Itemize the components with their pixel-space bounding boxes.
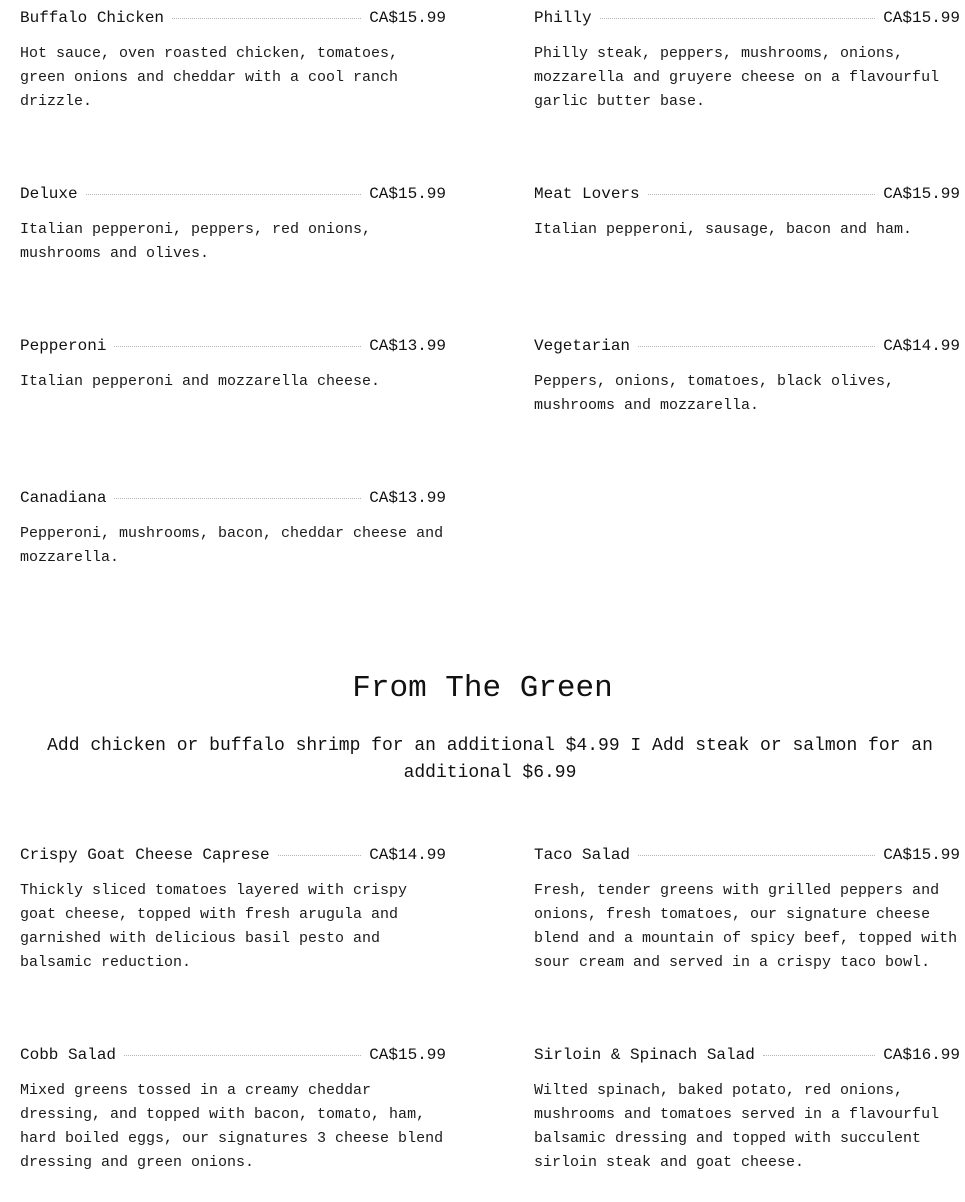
item-description: Italian pepperoni, peppers, red onions, mushrooms and olives.: [20, 221, 372, 262]
dotted-leader: [172, 17, 361, 19]
dotted-leader: [600, 17, 876, 19]
item-name: Meat Lovers: [534, 185, 640, 203]
menu-item-meat-lovers: [534, 185, 960, 242]
dotted-leader: [124, 1054, 361, 1056]
item-name: Cobb Salad: [20, 1046, 117, 1064]
item-description: Italian pepperoni and mozzarella cheese.: [20, 373, 381, 390]
item-price: CA$14.99: [369, 846, 446, 864]
item-description: Fresh, tender greens with grilled peppers and onions, fresh tomatoes, our signature cheese blend and a mountain of spicy beef, topped with sour cream and served in a crispy taco bowl.: [534, 882, 958, 971]
menu-item-cobb-salad: [20, 1046, 446, 1175]
menu-item-philly: [534, 9, 960, 114]
item-description: Wilted spinach, baked potato, red onions, mushrooms and tomatoes served in a flavourful balsamic dressing and topped with succulent sirloin steak and goat cheese.: [534, 1082, 940, 1171]
item-price: CA$15.99: [883, 9, 960, 27]
item-price: CA$16.99: [883, 1046, 960, 1064]
item-name: Buffalo Chicken: [20, 9, 165, 27]
item-description: Philly steak, peppers, mushrooms, onions, mozzarella and gruyere cheese on a flavourful garlic butter base.: [534, 45, 940, 110]
item-name: Canadiana: [20, 489, 107, 507]
item-description: Hot sauce, oven roasted chicken, tomatoes, green onions and cheddar with a cool ranch drizzle.: [20, 45, 399, 110]
item-price: CA$15.99: [883, 185, 960, 203]
item-name: Taco Salad: [534, 846, 631, 864]
item-name: Vegetarian: [534, 337, 631, 355]
dotted-leader: [86, 193, 362, 195]
item-description: Mixed greens tossed in a creamy cheddar dressing, and topped with bacon, tomato, ham, hard boiled eggs, our signatures 3 cheese blend dressing and green onions.: [20, 1082, 444, 1171]
menu-item-taco-salad: [534, 846, 960, 975]
dotted-leader: [648, 193, 876, 195]
item-name: Pepperoni: [20, 337, 107, 355]
section-title: From The Green: [352, 671, 613, 706]
item-name: Crispy Goat Cheese Caprese: [20, 846, 270, 864]
menu-item-vegetarian: [534, 337, 960, 418]
item-name: Philly: [534, 9, 592, 27]
menu-item-canadiana: [20, 489, 446, 570]
menu-item-sirloin-spinach-salad: [534, 1046, 960, 1175]
menu-item-buffalo-chicken: [20, 9, 446, 114]
item-price: CA$15.99: [369, 1046, 446, 1064]
dotted-leader: [763, 1054, 875, 1056]
item-name: Deluxe: [20, 185, 78, 203]
item-price: CA$15.99: [883, 846, 960, 864]
item-name: Sirloin & Spinach Salad: [534, 1046, 755, 1064]
section-note: Add chicken or buffalo shrimp for an additional $4.99 I Add steak or salmon for an additional $6.99: [47, 736, 933, 783]
menu-item-deluxe: [20, 185, 446, 266]
dotted-leader: [278, 854, 362, 856]
dotted-leader: [638, 854, 875, 856]
dotted-leader: [114, 497, 361, 499]
item-price: CA$13.99: [369, 489, 446, 507]
dotted-leader: [638, 345, 875, 347]
item-price: CA$15.99: [369, 9, 446, 27]
item-price: CA$14.99: [883, 337, 960, 355]
item-price: CA$15.99: [369, 185, 446, 203]
item-description: Thickly sliced tomatoes layered with crispy goat cheese, topped with fresh arugula and garnished with delicious basil pesto and balsamic reduction.: [20, 882, 408, 971]
item-description: Italian pepperoni, sausage, bacon and ham.: [534, 221, 913, 238]
dotted-leader: [114, 345, 361, 347]
item-description: Peppers, onions, tomatoes, black olives, mushrooms and mozzarella.: [534, 373, 895, 414]
item-price: CA$13.99: [369, 337, 446, 355]
menu-item-pepperoni: [20, 337, 446, 394]
menu-item-crispy-goat-cheese-caprese: [20, 846, 446, 975]
item-description: Pepperoni, mushrooms, bacon, cheddar cheese and mozzarella.: [20, 525, 444, 566]
